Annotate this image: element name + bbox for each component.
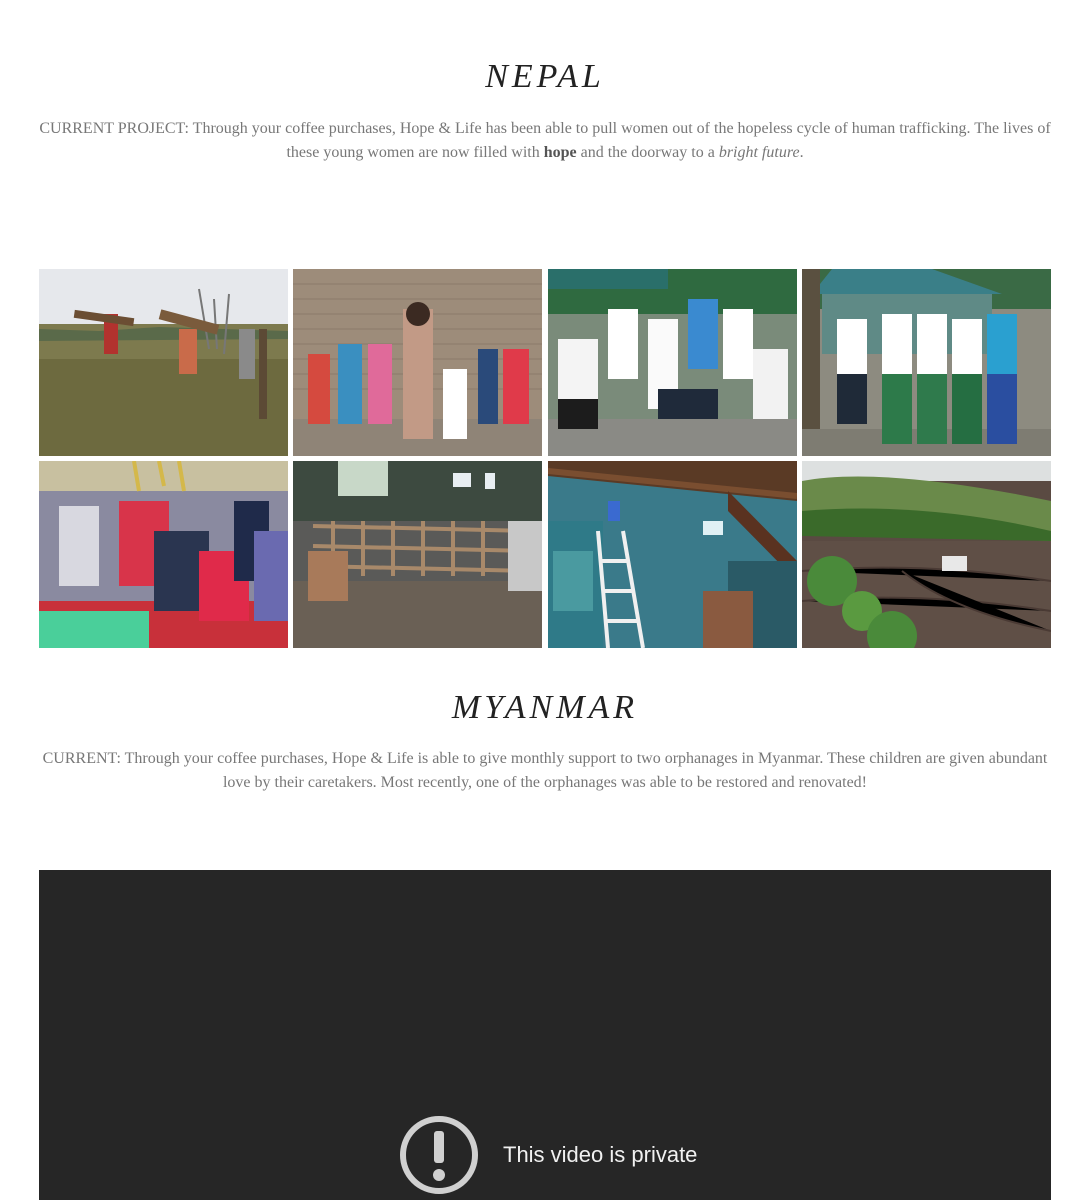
gallery-photo-6[interactable] bbox=[293, 461, 542, 648]
video-private-text: This video is private bbox=[503, 1142, 698, 1167]
gallery-photo-3[interactable] bbox=[548, 269, 797, 456]
nepal-description bbox=[36, 117, 1054, 165]
video-player[interactable] bbox=[39, 870, 1051, 1200]
gallery-photo-7[interactable] bbox=[548, 461, 797, 648]
video-private-message bbox=[399, 1115, 697, 1195]
gallery-photo-8[interactable] bbox=[802, 461, 1051, 648]
photo-gallery bbox=[39, 269, 1051, 648]
nepal-desc-end: . bbox=[799, 144, 804, 161]
alert-circle-icon bbox=[399, 1115, 479, 1195]
myanmar-title: MYANMAR bbox=[451, 689, 639, 726]
gallery-photo-2[interactable] bbox=[293, 269, 542, 456]
myanmar-description: CURRENT: Through your coffee purchases, Hope & Life is able to give monthly support to two orphanages in Myanmar. These children are given abundant love by their caretakers. Most recently, one of the orphanages was able to be restored and renovated! bbox=[42, 750, 1048, 791]
nepal-desc-future: bright future bbox=[718, 144, 800, 161]
nepal-desc-part2: and the doorway to a bbox=[576, 144, 719, 161]
gallery-photo-5[interactable] bbox=[39, 461, 288, 648]
nepal-desc-part1: CURRENT PROJECT: Through your coffee purchases, Hope & Life has been able to pull women out of the hopeless cycle of human trafficking. The lives of these young women are now filled with bbox=[39, 120, 1051, 161]
nepal-title: NEPAL bbox=[485, 58, 605, 95]
gallery-photo-4[interactable] bbox=[802, 269, 1051, 456]
gallery-photo-1[interactable] bbox=[39, 269, 288, 456]
nepal-desc-hope: hope bbox=[543, 144, 577, 161]
